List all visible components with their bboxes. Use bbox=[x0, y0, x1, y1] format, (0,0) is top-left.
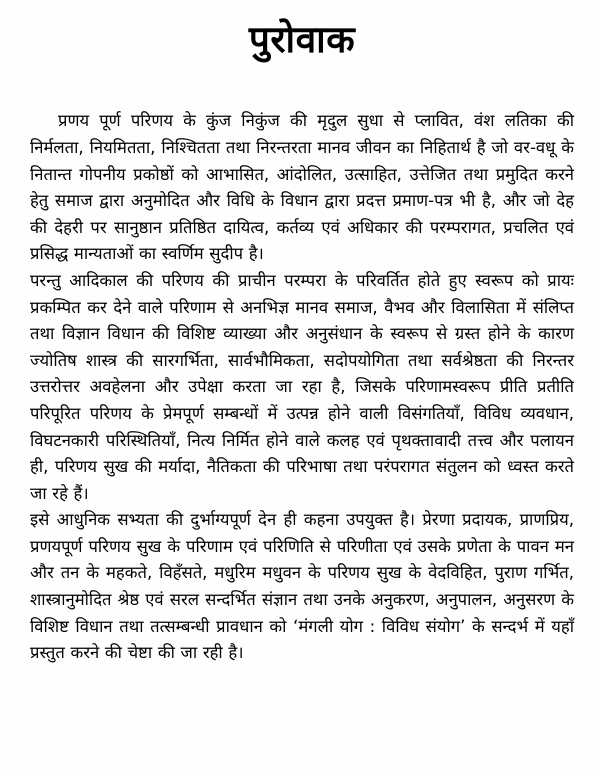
paragraph-2: परन्तु आदिकाल की परिणय की प्राचीन परम्परा के परिवर्तित होते हुए स्वरूप को प्रायः प्रकम्पित कर देने वाले परिणाम से अनभिज्ञ मानव समाज, वैभव और विलासिता में संलिप्त तथा विज्ञान विधान की विशिष्ट व्याख्या और अनुसंधान के स्वरूप से ग्रस्त होने के कारण ज्योतिष शास्त्र की सारगर्भिता, सार्वभौमिकता, सदोपयोगिता तथा सर्वश्रेष्ठता की निरन्तर उत्तरोत्तर अवहेलना और उपेक्षा करता जा रहा है, जिसके परिणामस्वरूप प्रीति प्रतीति परिपूरित परिणय के प्रेमपूर्ण सम्बन्धों में उत्पन्न होने वाली विसंगतियाँ, विविध व्यवधान, विघटनकारी परिस्थितियाँ, नित्य निर्मित होने वाले कलह एवं पृथक्तावादी तत्त्व और पलायन ही, परिणय सुख की मर्यादा, नैतिकता की परिभाषा तथा परंपरागत संतुलन को ध्वस्त करते जा रहे हैं। bbox=[30, 270, 574, 503]
document-body bbox=[30, 108, 574, 666]
paragraph-3: इसे आधुनिक सभ्यता की दुर्भाग्यपूर्ण देन ही कहना उपयुक्त है। प्रेरणा प्रदायक, प्राणप्रिय, प्रणयपूर्ण परिणय सुख के परिणाम एवं परिणिति से परिणीता एवं उसके प्रणेता के पावन मन और तन के महकते, विहँसते, मधुरिम मधुवन के परिणय सुख के वेदविहित, पुराण गर्भित, शास्त्रानुमोदित श्रेष्ठ एवं सरल सन्दर्भित संज्ञान तथा उनके अनुकरण, अनुपालन, अनुसरण के विशिष्ट विधान तथा तत्सम्बन्धी प्रावधान को ‘मंगली योग : विविध संयोग’ के सन्दर्भ में यहाँ प्रस्तुत करने की चेष्टा की जा रही है। bbox=[30, 510, 574, 663]
page-title: पुरोवाक bbox=[248, 18, 356, 61]
paragraph-1: प्रणय पूर्ण परिणय के कुंज निकुंज की मृदुल सुधा से प्लावित, वंश लतिका की निर्मलता, नियमितता, निश्चितता तथा निरन्तरता मानव जीवन का निहितार्थ है जो वर-वधू के नितान्त गोपनीय प्रकोष्ठों को आभासित, आंदोलित, उत्साहित, उत्तेजित तथा प्रमुदित करने हेतु समाज द्वारा अनुमोदित और विधि के विधान द्वारा प्रदत्त प्रमाण-पत्र भी है, और जो देह की देहरी पर सानुष्ठान प्रतिष्ठित दायित्व, कर्तव्य एवं अधिकार की परम्परागत, प्रचलित एवं प्रसिद्ध मान्यताओं का स्वर्णिम सुदीप है। bbox=[30, 111, 574, 264]
title-spacer bbox=[30, 62, 574, 108]
